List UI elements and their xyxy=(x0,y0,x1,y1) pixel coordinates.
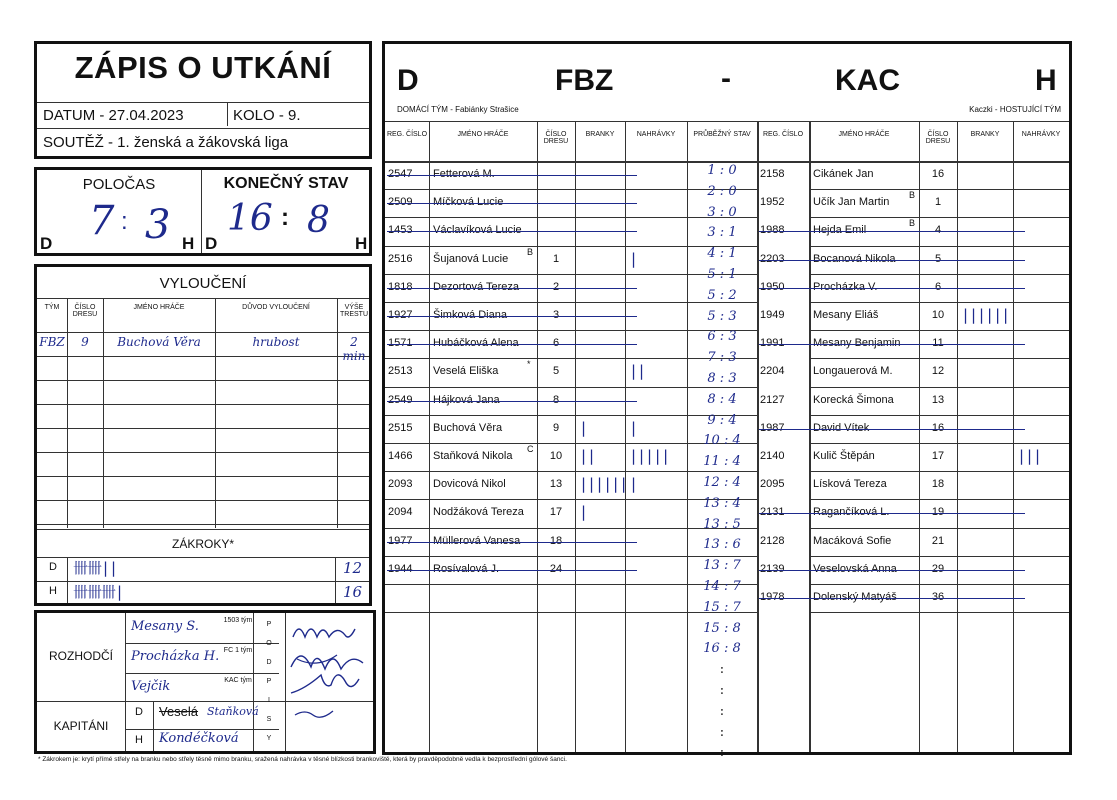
officials-block xyxy=(34,610,376,754)
away-player-mark: B xyxy=(909,190,916,201)
away-player-number: 18 xyxy=(931,478,945,491)
halftime-h: H xyxy=(182,234,195,253)
home-player-mark: B xyxy=(527,246,534,257)
final-h: H xyxy=(355,234,368,253)
away-player-reg: 1949 xyxy=(760,309,785,321)
home-player-number: 17 xyxy=(549,506,563,519)
away-player-number: 19 xyxy=(931,506,945,519)
grid-line xyxy=(809,217,1069,218)
grid-line xyxy=(37,524,369,525)
roster-header-reg: REG. ČÍSLO xyxy=(762,131,804,138)
signatures-letter: S xyxy=(266,716,272,723)
away-player-name: David Vítek xyxy=(813,421,870,434)
home-player-name: Fetterová M. xyxy=(433,168,495,180)
home-player-name: Václavíková Lucie xyxy=(433,224,522,237)
away-player-mark: B xyxy=(909,218,916,229)
home-player-reg: 1927 xyxy=(388,309,413,321)
away-player-number: 13 xyxy=(931,393,945,406)
home-player-goals: || xyxy=(579,447,596,465)
home-team-name: FBZ xyxy=(555,64,614,97)
away-player-name: Hejda Emil xyxy=(813,224,867,237)
away-player-number: 11 xyxy=(932,337,944,350)
grid-line xyxy=(809,274,1069,275)
home-player-number: 13 xyxy=(549,478,563,491)
exclusion-header: JMÉNO HRÁČE xyxy=(133,304,185,311)
running-score-entry: 6 : 3 xyxy=(707,329,737,345)
away-player-strike xyxy=(759,429,1025,430)
running-score-entry: 7 : 3 xyxy=(707,350,737,366)
running-score-entry: 1 : 0 xyxy=(707,163,737,178)
grid-line xyxy=(809,612,1069,613)
exclusions-title: VYLOUČENÍ xyxy=(159,275,247,292)
running-score-entry: 13 : 4 xyxy=(703,495,741,511)
home-letter: D xyxy=(397,64,419,97)
grid-line xyxy=(37,500,369,501)
running-score-entry: 5 : 1 xyxy=(707,267,737,282)
home-player-reg: 2093 xyxy=(388,478,413,491)
captains-label: KAPITÁNI xyxy=(53,719,109,733)
away-player-strike xyxy=(759,570,1025,571)
running-score-entry: 5 : 3 xyxy=(707,308,737,324)
roster-header-cislo: ČÍSLO DRESU xyxy=(925,131,951,145)
home-player-number: 24 xyxy=(549,562,563,575)
referee-name: Procházka H. xyxy=(131,649,220,664)
away-player-name: Cikánek Jan xyxy=(813,168,874,180)
captain-home: Veselá xyxy=(159,704,199,719)
home-player-name: Hubáčková Alena xyxy=(433,337,519,350)
grid-line xyxy=(809,499,1069,500)
roster-header-running-score: PRŮBĚŽNÝ STAV xyxy=(693,131,751,138)
roster-header-nahravky: NAHRÁVKY xyxy=(1021,131,1061,138)
roster-header-branky: BRANKY xyxy=(585,131,615,138)
home-player-assists: | xyxy=(629,249,638,268)
final-label: KONEČNÝ STAV xyxy=(223,175,349,192)
grid-line xyxy=(809,246,1069,247)
halftime-label: POLOČAS xyxy=(82,176,156,193)
grid-line xyxy=(809,528,1069,529)
running-score-entry: 15 : 7 xyxy=(703,599,741,615)
grid-line xyxy=(385,121,1069,122)
grid-line xyxy=(537,121,538,752)
signatures-letter: D xyxy=(266,659,272,666)
running-score-entry: 8 : 4 xyxy=(707,391,737,407)
grid-line xyxy=(385,556,757,557)
exclusions-grid xyxy=(37,298,369,528)
referees-label: ROZHODČÍ xyxy=(49,649,113,663)
away-player-strike xyxy=(759,288,1025,289)
captain-away: Kondéčková xyxy=(159,731,239,746)
exclusion-vyse: 2 min xyxy=(342,335,366,363)
away-player-reg: 2131 xyxy=(760,506,785,519)
away-player-number: 21 xyxy=(931,534,945,547)
running-score-entry: 13 : 6 xyxy=(703,537,741,553)
away-player-name: Mesany Eliáš xyxy=(813,309,879,321)
away-player-reg: 2203 xyxy=(760,252,785,265)
running-score-entry: 15 : 8 xyxy=(703,620,741,636)
halftime-d: D xyxy=(40,234,53,253)
home-player-assists: | xyxy=(629,418,638,437)
away-player-reg: 1950 xyxy=(760,280,785,293)
away-player-number: 5 xyxy=(934,252,942,265)
referee-team: KAC tým xyxy=(224,677,252,684)
home-player-name: Müllerová Vanesa xyxy=(433,534,521,547)
home-player-name: Veselá Eliška xyxy=(433,365,499,378)
signatures-letter: P xyxy=(266,621,272,628)
home-player-name: Buchová Věra xyxy=(433,421,503,434)
final-d: D xyxy=(205,234,218,253)
running-score-entry: 12 : 4 xyxy=(703,475,741,490)
away-player-number: 16 xyxy=(931,421,945,434)
home-player-goals: | xyxy=(579,503,588,522)
away-player-name: Lísková Tereza xyxy=(813,478,887,491)
away-player-assists: ||| xyxy=(1017,447,1042,465)
home-player-assists: || xyxy=(629,362,646,381)
away-player-goals: |||||| xyxy=(961,306,1010,324)
away-player-number: 29 xyxy=(931,562,945,575)
away-player-name: Korecká Šimona xyxy=(813,393,894,406)
saves-d-tally: 卌卌|| xyxy=(73,559,118,577)
away-player-number: 17 xyxy=(931,450,945,462)
home-player-reg: 2549 xyxy=(388,393,413,406)
grid-line xyxy=(385,387,757,388)
running-score-entry: 11 : 4 xyxy=(703,454,741,470)
away-player-strike xyxy=(759,513,1025,514)
away-player-strike xyxy=(759,344,1025,345)
home-player-reg: 2547 xyxy=(388,168,413,180)
away-player-reg: 1978 xyxy=(760,591,785,603)
away-player-reg: 2139 xyxy=(760,562,785,575)
grid-line xyxy=(37,452,369,453)
away-player-name: Dolenský Matyáš xyxy=(813,591,897,603)
away-player-reg: 1952 xyxy=(760,196,785,209)
home-player-strike xyxy=(387,542,637,543)
home-player-reg: 1571 xyxy=(388,337,413,350)
away-player-strike xyxy=(759,260,1025,261)
roster-header-jmeno: JMÉNO HRÁČE xyxy=(457,131,509,138)
home-player-number: 1 xyxy=(552,252,560,265)
exclusion-cislo: 9 xyxy=(81,335,89,349)
page-title: ZÁPIS O UTKÁNÍ xyxy=(74,50,332,85)
grid-line xyxy=(757,121,759,752)
grid-line xyxy=(809,330,1069,331)
exclusion-jmeno: Buchová Věra xyxy=(117,335,201,349)
home-player-name: Šimková Diana xyxy=(433,309,507,321)
home-player-reg: 1977 xyxy=(388,534,413,547)
away-player-reg: 2204 xyxy=(760,365,785,378)
home-player-number: 10 xyxy=(549,450,563,462)
grid-line xyxy=(809,302,1069,303)
signatures-letter: I xyxy=(268,697,270,704)
captain-h-label: H xyxy=(135,734,143,746)
running-score-entry: : xyxy=(719,662,725,678)
away-player-number: 12 xyxy=(931,365,945,378)
roster-sheet xyxy=(382,41,1072,761)
grid-line xyxy=(385,471,757,472)
away-player-reg: 2127 xyxy=(760,393,785,406)
home-player-mark: C xyxy=(527,444,534,454)
running-score-entry: 3 : 0 xyxy=(707,204,737,220)
grid-line xyxy=(809,358,1069,359)
grid-line xyxy=(37,476,369,477)
running-score-entry: : xyxy=(719,724,725,740)
score-block xyxy=(34,167,372,256)
running-score-entry: : xyxy=(719,703,725,719)
home-player-strike xyxy=(387,344,637,345)
home-player-name: Nodžáková Tereza xyxy=(433,506,524,519)
running-score-entry: 9 : 4 xyxy=(707,412,737,428)
grid-line xyxy=(37,428,369,429)
referee-name: Vejčik xyxy=(131,679,171,694)
grid-line xyxy=(957,121,958,752)
grid-line xyxy=(37,380,369,381)
away-player-reg: 2128 xyxy=(760,534,785,547)
home-player-number: 2 xyxy=(552,280,560,293)
away-player-strike xyxy=(759,598,1025,599)
home-player-name: Míčková Lucie xyxy=(433,196,504,209)
away-player-number: 1 xyxy=(934,196,942,209)
home-player-strike xyxy=(387,203,637,204)
saves-d-count: 12 xyxy=(343,559,363,577)
home-player-strike xyxy=(387,288,637,289)
away-player-reg: 2140 xyxy=(760,450,785,462)
away-player-name: Longauerová M. xyxy=(813,365,893,378)
away-player-name: Ragančíková L. xyxy=(813,506,890,519)
running-score-entry: 13 : 7 xyxy=(703,558,741,574)
away-player-name: Veselovská Anna xyxy=(813,562,897,575)
home-player-reg: 2094 xyxy=(388,506,413,519)
halftime-colon: : xyxy=(121,208,128,235)
home-player-reg: 1818 xyxy=(388,280,413,293)
home-player-assists: | xyxy=(629,475,638,494)
grid-line xyxy=(37,332,369,333)
grid-line xyxy=(809,189,1069,190)
away-player-reg: 2158 xyxy=(760,168,785,180)
away-player-name: Kulič Štěpán xyxy=(813,450,875,462)
referee-team: 1503 tým xyxy=(223,617,253,624)
final-home-score: 16 xyxy=(227,198,273,239)
away-player-name: Učík Jan Martin xyxy=(813,196,890,209)
away-player-reg: 2095 xyxy=(760,478,785,491)
home-player-name: Hájková Jana xyxy=(433,393,500,406)
away-player-number: 36 xyxy=(931,591,945,603)
away-player-number: 16 xyxy=(931,168,945,180)
away-player-reg: 1991 xyxy=(760,337,785,350)
grid-line xyxy=(809,556,1069,557)
exclusions-block xyxy=(34,264,372,606)
home-player-number: 3 xyxy=(552,309,560,321)
away-player-reg: 1987 xyxy=(760,421,785,434)
exclusion-duvod: hrubost xyxy=(252,335,300,349)
grid-line xyxy=(809,443,1069,444)
home-player-strike xyxy=(387,231,637,232)
referee-team: FC 1 tým xyxy=(223,647,253,654)
grid-line xyxy=(809,415,1069,416)
home-player-goals: | xyxy=(579,418,588,437)
running-score-entry: 5 : 2 xyxy=(707,287,737,303)
saves-h-count: 16 xyxy=(343,583,363,601)
running-score-entry: : xyxy=(719,745,725,761)
grid-line xyxy=(809,471,1069,472)
running-score-entry: 8 : 3 xyxy=(707,371,737,386)
exclusion-tym: FBZ xyxy=(39,335,65,349)
home-player-number: 8 xyxy=(552,393,560,406)
running-score-entry: 2 : 0 xyxy=(707,183,737,199)
home-player-strike xyxy=(387,316,637,317)
away-team-subtitle: Kaczki - HOSTUJÍCÍ TÝM xyxy=(969,105,1061,114)
home-player-number: 9 xyxy=(552,421,560,434)
away-letter: H xyxy=(1035,64,1057,97)
home-player-number: 5 xyxy=(552,365,560,378)
signatures-letter: O xyxy=(266,640,272,647)
exclusion-header: DŮVOD VYLOUČENÍ xyxy=(242,304,310,311)
home-player-name: Šujanová Lucie xyxy=(433,252,509,265)
home-player-reg: 2515 xyxy=(388,421,413,434)
grid-line xyxy=(37,404,369,405)
date-field: DATUM - 27.04.2023 xyxy=(43,107,184,124)
grid-line xyxy=(809,121,811,752)
grid-line xyxy=(919,121,920,752)
footnote: * Zákrokem je: krytí přímé střely na branku nebo střely těsně mimo branku, sražená nahrávka v těsné blízkosti brankoviště, která by pravděpodobně vedla k bezprostřední gólové šanci. xyxy=(38,756,567,763)
roster-header-cislo: ČÍSLO DRESU xyxy=(543,131,569,145)
exclusion-header: ČÍSLO DRESU xyxy=(72,304,98,318)
grid-line xyxy=(37,356,369,357)
home-player-reg: 1944 xyxy=(388,562,413,575)
home-player-reg: 2516 xyxy=(388,252,413,265)
running-score-entry: 13 : 5 xyxy=(703,516,741,532)
saves-h-tally: 卌卌卌| xyxy=(73,583,124,601)
roster-grid xyxy=(385,121,1069,761)
home-player-strike xyxy=(387,175,637,176)
running-score-entry: 10 : 4 xyxy=(703,433,741,449)
team-dash: - xyxy=(721,62,731,95)
grid-line xyxy=(1013,121,1014,752)
roster-header-branky: BRANKY xyxy=(970,131,1000,138)
home-player-reg: 2513 xyxy=(388,365,413,378)
grid-line xyxy=(575,121,576,752)
signatures-letter: Y xyxy=(266,735,272,742)
signatures-letter: P xyxy=(266,678,272,685)
grid-line xyxy=(625,121,626,752)
title-block xyxy=(34,41,372,159)
running-score-entry: 3 : 1 xyxy=(707,225,737,241)
away-player-name: Macáková Sofie xyxy=(813,534,892,547)
exclusion-header: VÝŠE TRESTU xyxy=(340,304,368,318)
halftime-away-score: 3 xyxy=(145,202,171,248)
referee-name: Mesany S. xyxy=(131,619,199,634)
home-team-subtitle: DOMÁCÍ TÝM - Fabiánky Strašice xyxy=(397,105,519,114)
away-player-strike xyxy=(759,231,1025,232)
home-player-name: Staňková Nikola xyxy=(433,450,513,462)
home-player-name: Rosívalová J. xyxy=(433,562,500,575)
captain-d-label: D xyxy=(135,706,143,718)
roster-header-nahravky: NAHRÁVKY xyxy=(636,131,676,138)
away-player-number: 4 xyxy=(934,224,942,237)
away-player-number: 10 xyxy=(931,309,945,321)
running-score-entry: 16 : 8 xyxy=(703,641,741,657)
roster-header-jmeno: JMÉNO HRÁČE xyxy=(838,131,890,138)
away-player-name: Procházka V. xyxy=(813,280,878,293)
away-player-reg: 1988 xyxy=(760,224,785,237)
exclusion-header: TÝM xyxy=(44,304,60,311)
running-score-entry: 14 : 7 xyxy=(703,579,741,594)
grid-line xyxy=(809,584,1069,585)
halftime-home-score: 7 xyxy=(89,198,115,244)
home-player-strike xyxy=(387,401,637,402)
away-player-number: 6 xyxy=(934,280,942,293)
final-away-score: 8 xyxy=(307,200,330,241)
grid-line xyxy=(429,121,430,752)
signatures-image xyxy=(287,615,375,755)
home-player-reg: 2509 xyxy=(388,196,413,209)
home-player-reg: 1453 xyxy=(388,224,413,237)
away-player-name: Bocanová Nikola xyxy=(813,252,896,265)
home-player-strike xyxy=(387,570,637,571)
saves-h-label: H xyxy=(49,585,57,597)
home-player-mark: * xyxy=(527,359,531,370)
competition-field: SOUTĚŽ - 1. ženská a žákovská liga xyxy=(43,134,289,151)
home-player-assists: ||||| xyxy=(629,447,670,465)
away-team-name: KAC xyxy=(835,64,900,97)
running-score-entry: 4 : 1 xyxy=(707,246,737,262)
roster-header-reg: REG. ČÍSLO xyxy=(386,131,428,138)
captain-home-handwritten: Staňková xyxy=(207,705,259,718)
saves-d-label: D xyxy=(49,561,57,573)
running-score-entry: : xyxy=(719,683,725,698)
home-player-reg: 1466 xyxy=(388,450,413,462)
home-player-name: Dovicová Nikol xyxy=(433,478,506,491)
saves-title: ZÁKROKY* xyxy=(171,537,234,551)
home-player-name: Dezortová Tereza xyxy=(433,280,520,293)
home-player-number: 18 xyxy=(549,534,563,547)
away-player-name: Mesany Benjamin xyxy=(813,337,901,350)
home-player-goals: |||||| xyxy=(579,475,628,494)
home-player-number: 6 xyxy=(552,337,560,350)
round-field: KOLO - 9. xyxy=(233,107,301,124)
grid-line xyxy=(809,387,1069,388)
final-colon: : xyxy=(281,204,289,231)
